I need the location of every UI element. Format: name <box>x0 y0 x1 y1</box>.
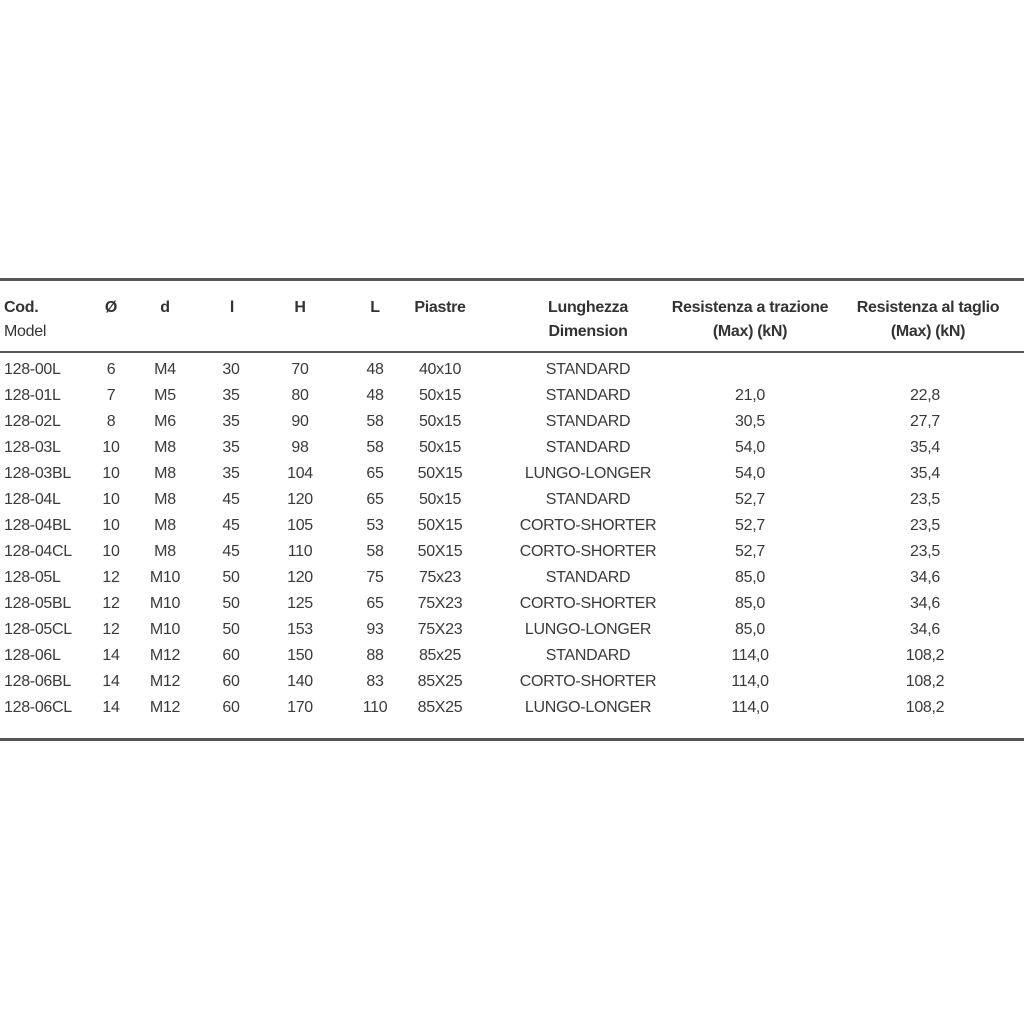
header-diameter: Ø <box>104 299 118 316</box>
header-plates: Piastre <box>414 299 466 316</box>
cell-l-big: 58 <box>366 543 384 560</box>
cell-l-small: 35 <box>222 439 240 456</box>
cell-diameter: 10 <box>102 465 120 482</box>
cell-length: CORTO-SHORTER <box>519 673 657 690</box>
cell-d: M10 <box>149 595 181 612</box>
cell-d: M8 <box>154 491 176 508</box>
cell-shear: 23,5 <box>910 491 940 508</box>
cell-plates: 50X15 <box>417 543 463 560</box>
cell-code: 128-01L <box>4 387 61 404</box>
cell-l-small: 30 <box>222 361 240 378</box>
cell-h: 98 <box>291 439 309 456</box>
header-tensile-label: Resistenza a trazione <box>671 299 829 316</box>
cell-shear: 108,2 <box>905 673 945 690</box>
cell-tensile: 30,5 <box>735 413 765 430</box>
cell-shear: 108,2 <box>905 647 945 664</box>
cell-l-small: 35 <box>222 387 240 404</box>
header-h: H <box>294 299 306 316</box>
cell-shear: 35,4 <box>910 439 940 456</box>
cell-length: STANDARD <box>545 647 631 664</box>
cell-code: 128-03BL <box>4 465 71 482</box>
table-row <box>0 669 1024 695</box>
cell-l-small: 45 <box>222 491 240 508</box>
cell-l-big: 93 <box>366 621 384 638</box>
cell-length: LUNGO-LONGER <box>524 621 652 638</box>
cell-d: M10 <box>149 621 181 638</box>
cell-diameter: 10 <box>102 491 120 508</box>
cell-l-small: 60 <box>222 673 240 690</box>
cell-tensile: 114,0 <box>731 699 769 716</box>
cell-l-big: 58 <box>366 439 384 456</box>
cell-code: 128-05L <box>4 569 61 586</box>
cell-d: M6 <box>154 413 176 430</box>
table-row <box>0 409 1024 435</box>
cell-h: 105 <box>287 517 313 534</box>
cell-plates: 50X15 <box>417 517 463 534</box>
cell-plates: 75x23 <box>418 569 462 586</box>
cell-h: 110 <box>287 543 313 560</box>
cell-plates: 75X23 <box>417 595 463 612</box>
cell-tensile: 52,7 <box>735 491 765 508</box>
cell-tensile: 114,0 <box>731 647 769 664</box>
cell-length: CORTO-SHORTER <box>519 517 657 534</box>
header-d: d <box>160 299 170 316</box>
cell-shear: 35,4 <box>910 465 940 482</box>
header-length <box>548 296 628 344</box>
cell-l-big: 48 <box>366 361 384 378</box>
cell-h: 150 <box>287 647 313 664</box>
cell-tensile: 114,0 <box>731 673 769 690</box>
table-row <box>0 461 1024 487</box>
cell-l-big: 65 <box>366 595 384 612</box>
header-length-label: Lunghezza <box>548 299 628 316</box>
cell-shear: 34,6 <box>910 569 940 586</box>
cell-shear: 23,5 <box>910 517 940 534</box>
cell-diameter: 14 <box>102 699 120 716</box>
cell-length: LUNGO-LONGER <box>524 699 652 716</box>
cell-l-big: 88 <box>366 647 384 664</box>
table-row <box>0 643 1024 669</box>
cell-plates: 50X15 <box>417 465 463 482</box>
cell-l-big: 53 <box>366 517 384 534</box>
cell-h: 170 <box>287 699 313 716</box>
cell-l-big: 75 <box>366 569 384 586</box>
header-l-big: L <box>370 299 380 316</box>
cell-l-big: 110 <box>362 699 388 716</box>
cell-diameter: 8 <box>106 413 116 430</box>
cell-l-big: 48 <box>366 387 384 404</box>
header-code <box>4 296 46 344</box>
header-tensile-sub: (Max) (kN) <box>712 323 788 340</box>
cell-l-small: 35 <box>222 413 240 430</box>
cell-h: 70 <box>291 361 309 378</box>
cell-length: STANDARD <box>545 361 631 378</box>
cell-h: 104 <box>287 465 313 482</box>
cell-l-big: 65 <box>366 465 384 482</box>
cell-diameter: 12 <box>102 621 120 638</box>
cell-code: 128-06L <box>4 647 61 664</box>
cell-l-small: 60 <box>222 647 240 664</box>
table-row <box>0 695 1024 721</box>
cell-tensile: 52,7 <box>735 517 765 534</box>
cell-shear: 23,5 <box>910 543 940 560</box>
cell-d: M4 <box>154 361 176 378</box>
cell-code: 128-04CL <box>4 543 72 560</box>
cell-l-big: 65 <box>366 491 384 508</box>
table-row <box>0 357 1024 383</box>
table-row <box>0 383 1024 409</box>
cell-l-small: 50 <box>222 621 240 638</box>
cell-plates: 40x10 <box>418 361 462 378</box>
cell-l-small: 60 <box>222 699 240 716</box>
cell-code: 128-04L <box>4 491 61 508</box>
cell-length: CORTO-SHORTER <box>519 543 657 560</box>
header-tensile <box>672 296 828 344</box>
cell-diameter: 10 <box>102 517 120 534</box>
table-row <box>0 513 1024 539</box>
cell-tensile: 52,7 <box>735 543 765 560</box>
cell-code: 128-00L <box>4 361 61 378</box>
cell-h: 120 <box>287 491 313 508</box>
cell-length: STANDARD <box>545 439 631 456</box>
cell-d: M12 <box>149 673 181 690</box>
cell-h: 140 <box>287 673 313 690</box>
cell-plates: 85x25 <box>418 647 462 664</box>
cell-code: 128-04BL <box>4 517 71 534</box>
cell-tensile: 54,0 <box>735 465 765 482</box>
header-shear <box>857 296 1000 344</box>
cell-tensile: 85,0 <box>735 621 765 638</box>
cell-shear: 108,2 <box>905 699 945 716</box>
cell-tensile: 85,0 <box>735 569 765 586</box>
header-code-sub: Model <box>4 323 47 340</box>
cell-l-big: 83 <box>366 673 384 690</box>
header-l-small: l <box>229 299 235 316</box>
cell-h: 90 <box>291 413 309 430</box>
cell-tensile: 85,0 <box>735 595 765 612</box>
header-shear-sub: (Max) (kN) <box>890 323 966 340</box>
cell-plates: 50x15 <box>418 413 462 430</box>
table-row <box>0 435 1024 461</box>
cell-diameter: 14 <box>102 673 120 690</box>
cell-length: LUNGO-LONGER <box>524 465 652 482</box>
cell-h: 125 <box>287 595 313 612</box>
cell-plates: 50x15 <box>418 491 462 508</box>
cell-l-big: 58 <box>366 413 384 430</box>
cell-plates: 50x15 <box>418 387 462 404</box>
header-shear-label: Resistenza al taglio <box>856 299 1000 316</box>
cell-l-small: 35 <box>222 465 240 482</box>
cell-code: 128-06CL <box>4 699 72 716</box>
cell-d: M8 <box>154 439 176 456</box>
cell-d: M10 <box>149 569 181 586</box>
cell-length: STANDARD <box>545 569 631 586</box>
cell-plates: 85X25 <box>417 699 463 716</box>
cell-code: 128-02L <box>4 413 61 430</box>
cell-d: M5 <box>154 387 176 404</box>
cell-plates: 50x15 <box>418 439 462 456</box>
table-row <box>0 539 1024 565</box>
cell-diameter: 12 <box>102 569 120 586</box>
cell-code: 128-06BL <box>4 673 71 690</box>
cell-diameter: 7 <box>106 387 116 404</box>
cell-diameter: 6 <box>106 361 116 378</box>
cell-l-small: 50 <box>222 595 240 612</box>
cell-h: 80 <box>291 387 309 404</box>
cell-d: M8 <box>154 543 176 560</box>
table-row <box>0 565 1024 591</box>
table-row <box>0 487 1024 513</box>
cell-code: 128-03L <box>4 439 61 456</box>
cell-code: 128-05CL <box>4 621 72 638</box>
table-row <box>0 617 1024 643</box>
cell-plates: 75X23 <box>417 621 463 638</box>
table-bottom-rule <box>0 738 1024 741</box>
cell-l-small: 50 <box>222 569 240 586</box>
cell-diameter: 10 <box>102 439 120 456</box>
cell-shear: 22,8 <box>910 387 940 404</box>
cell-length: STANDARD <box>545 387 631 404</box>
header-length-sub: Dimension <box>548 323 628 340</box>
cell-diameter: 14 <box>102 647 120 664</box>
cell-plates: 85X25 <box>417 673 463 690</box>
cell-diameter: 12 <box>102 595 120 612</box>
cell-shear: 34,6 <box>910 621 940 638</box>
table-row <box>0 591 1024 617</box>
cell-length: STANDARD <box>545 491 631 508</box>
cell-h: 153 <box>287 621 313 638</box>
table-top-rule <box>0 278 1024 281</box>
header-divider-rule <box>0 351 1024 353</box>
cell-d: M8 <box>154 465 176 482</box>
cell-diameter: 10 <box>102 543 120 560</box>
cell-l-small: 45 <box>222 543 240 560</box>
cell-d: M12 <box>149 699 181 716</box>
cell-code: 128-05BL <box>4 595 71 612</box>
cell-d: M12 <box>149 647 181 664</box>
cell-h: 120 <box>287 569 313 586</box>
cell-shear: 34,6 <box>910 595 940 612</box>
cell-d: M8 <box>154 517 176 534</box>
cell-length: STANDARD <box>545 413 631 430</box>
cell-tensile: 54,0 <box>735 439 765 456</box>
cell-l-small: 45 <box>222 517 240 534</box>
cell-tensile: 21,0 <box>735 387 765 404</box>
cell-length: CORTO-SHORTER <box>519 595 657 612</box>
header-code-label: Cod. <box>4 299 39 316</box>
table-header <box>0 296 1024 346</box>
cell-shear: 27,7 <box>910 413 940 430</box>
